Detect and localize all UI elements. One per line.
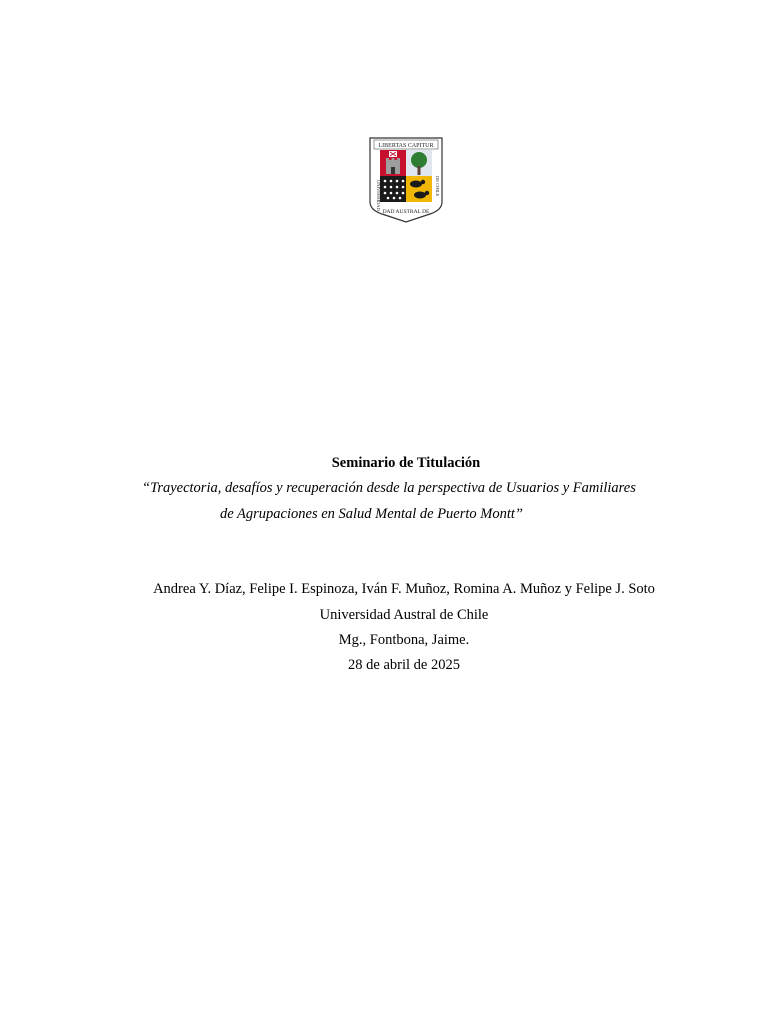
svg-text:UNIVERSIDAD: UNIVERSIDAD <box>376 180 381 211</box>
university-name: Universidad Austral de Chile <box>319 607 489 623</box>
submission-date: 28 de abril de 2025 <box>348 657 460 673</box>
svg-text:DAD AUSTRAL DE: DAD AUSTRAL DE <box>382 209 430 215</box>
svg-text:DE CHILE: DE CHILE <box>435 176 440 197</box>
seminar-heading: Seminario de Titulación <box>331 455 481 471</box>
advisor-name: Mg., Fontbona, Jaime. <box>338 632 470 648</box>
thesis-title-line-2: de Agrupaciones en Salud Mental de Puerto Montt” <box>220 506 523 522</box>
university-crest-logo <box>368 136 444 224</box>
authors-line: Andrea Y. Díaz, Felipe I. Espinoza, Iván F. Muñoz, Romina A. Muñoz y Felipe J. Soto <box>153 581 655 597</box>
svg-text:LIBERTAS CAPITUR: LIBERTAS CAPITUR <box>378 143 434 149</box>
thesis-title-line-1: “Trayectoria, desafíos y recuperación desde la perspectiva de Usuarios y Familiares <box>142 480 636 496</box>
